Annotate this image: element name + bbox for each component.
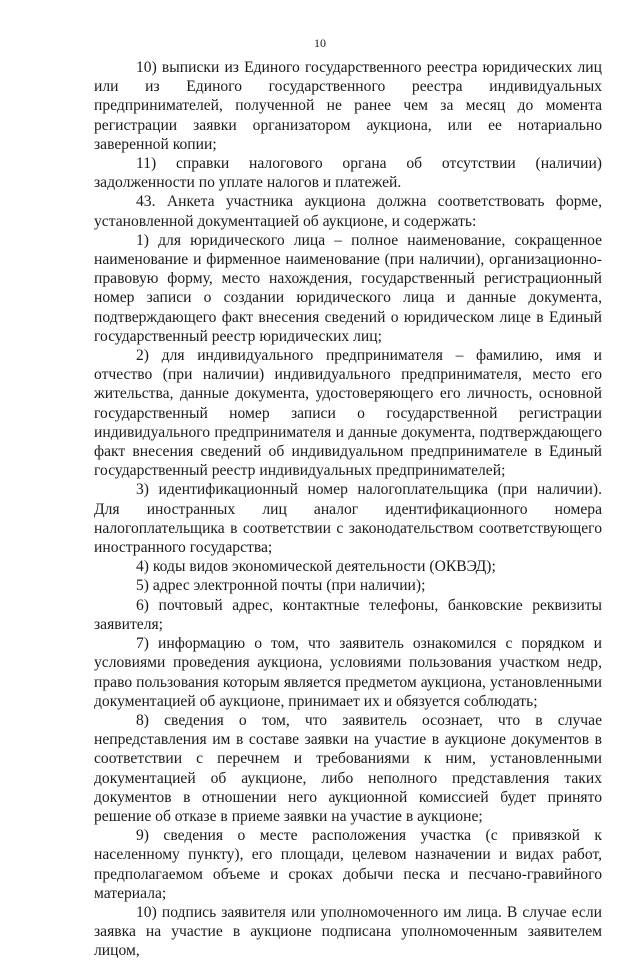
page-number: 10 [314,36,326,50]
paragraph-item-6-postal-address: 6) почтовый адрес, контактные телефоны, банковские реквизиты заявителя; [94,596,602,633]
paragraph-item-7-acknowledgement: 7) информацию о том, что заявитель ознакомился с порядком и условиями проведения аукциона, условиями пользования участком недр, право пользования которым является предметом аукциона, установленными документацией об аукционе, принимает их и обязуется соблюдать; [94,635,602,710]
paragraph-item-4-okved: 4) коды видов экономической деятельности (ОКВЭД); [136,558,496,576]
paragraph-item-5-email: 5) адрес электронной почты (при наличии); [136,577,426,595]
paragraph-item-3-tax-id: 3) идентификационный номер налогоплательщика (при наличии). Для иностранных лиц аналог идентификационного номера налогоплательщика в соответствии с законодательством соответствующего иностранного государства; [94,481,602,557]
paragraph-item-11-tax-certificate: 11) справки налогового органа об отсутствии (наличии) задолженности по уплате налогов и платежей. [94,155,602,192]
paragraph-item-9-site-info: 9) сведения о месте расположения участка (с привязкой к населенному пункту), его площади, целевом назначении и видах работ, предполагаемом объеме и сроках добычи песка и песчано-гравийного материала; [94,827,602,902]
paragraph-item-10-extract: 10) выписки из Единого государственного реестра юридических лиц или из Единого государственного реестра индивидуальных предпринимателей, полученной не ранее чем за месяц до момента регистрации заявки организатором аукциона, или ее нотариально заверенной копии; [94,59,602,153]
paragraph-section-43: 43. Анкета участника аукциона должна соответствовать форме, установленной документацией об аукционе, и содержать: [94,193,602,230]
paragraph-item-2-individual-entrepreneur: 2) для индивидуального предпринимателя – фамилию, имя и отчество (при наличии) индивидуального предпринимателя, место его жительства, данные документа, удостоверяющего его личность, основной государственный номер записи о государственной регистрации индивидуального предпринимателя и данные документа, подтверждающего факт внесения сведений об индивидуальном предпринимателе в Единый государственный реестр индивидуальных предпринимателей; [94,347,602,480]
paragraph-item-8-awareness: 8) сведения о том, что заявитель осознает, что в случае непредставления им в составе заявки на участие в аукционе документов в соответствии с перечнем и требованиями к ним, установленными документацией об аукционе, либо неполного представления таких документов в отношении него аукционной комиссией будет принято решение об отказе в приеме заявки на участие в аукционе; [94,711,602,825]
paragraph-item-1-legal-entity: 1) для юридического лица – полное наименование, сокращенное наименование и фирменное наименование (при наличии), организационно-правовую форму, место нахождения, государственный регистрационный номер записи о создании юридического лица и данные документа, подтверждающего факт внесения сведений о юридическом лице в Единый государственный реестр юридических лиц; [94,231,602,345]
document-body [94,58,602,961]
paragraph-item-10-signature: 10) подпись заявителя или уполномоченного им лица. В случае если заявка на участие в аукционе подписана уполномоченным заявителем лицом, [94,903,602,960]
